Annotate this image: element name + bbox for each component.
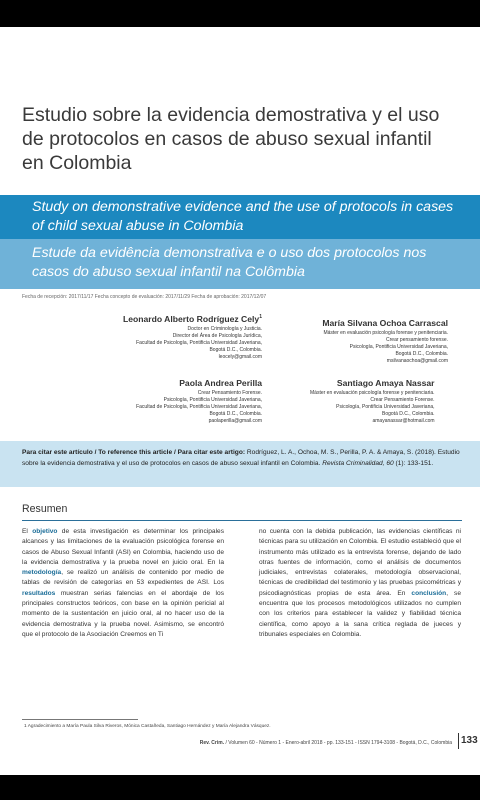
abstract-column-right: no cuenta con la debida publicación, las evidencias científicas ni técnicas para su utilización en Colombia. El estudio estableció que el instrumento más utilizado es la entrevista forense, dejando de lado otras fuentes de información, como el análisis de documentos judiciales, entrevistas colaterales, metodología observacional, técnicas de credibilidad del testimonio y las pruebas psicométricas y psicodiagnósticas propias de esta área. En conclusión, se encuentra que los procesos metodológicos utilizados no cumplen con los criterios para establecer la validez y fiabilidad técnica científica, como apoyo a la sana crítica reglada de jueces y tribunales especiales en Colombia. [259, 528, 461, 638]
author-name: Paola Andrea Perilla [179, 378, 262, 388]
author-email: paolaperilla@gmail.com [208, 418, 262, 424]
author-affiliation: Psicología, Pontificia Universidad Javeriana, [336, 404, 435, 410]
citation-journal: Revista Criminalidad, 60 [322, 460, 394, 467]
footnote-divider [22, 719, 138, 720]
author-name: María Silvana Ochoa Carrascal [322, 318, 448, 328]
author-email: amayanassar@hotmail.com [372, 418, 435, 424]
author-name: Santiago Amaya Nassar [336, 378, 435, 388]
keyword-metodologia: metodología [22, 569, 62, 577]
submission-dates: Fecha de recepción: 2017/11/17 Fecha concepto de evaluación: 2017/11/29 Fecha de aprobación: 2017/12/07 [22, 294, 267, 300]
author-block [310, 317, 448, 365]
english-title: Study on demonstrative evidence and the use of protocols in cases of child sexual abuse in Colombia [32, 199, 454, 234]
keyword-objetivo: objetivo [32, 528, 58, 535]
page-number: 133 [458, 733, 478, 749]
author-block [310, 377, 435, 425]
author-affiliation: Bogotá D.C., Colombia. [395, 351, 448, 357]
article-page [0, 27, 480, 775]
author-affiliation: Director del Área de Psicología Jurídica, [172, 332, 262, 339]
author-affiliation: Máster en evaluación psicología forense y penitenciaria. [323, 330, 448, 336]
footnote: 1 Agradecimiento a María Paula Silva Riveros, Mónica Castañeda, Santiago Hernández y María Alejandra Vásquez. [24, 724, 271, 729]
portuguese-title: Estude da evidência demonstrativa e o uso dos protocolos nos casos do abuso sexual infantil na Colômbia [32, 245, 427, 280]
heading-divider [22, 520, 462, 521]
author-block [123, 311, 262, 361]
author-affiliation: Psicología, Pontificia Universidad Javeriana, [163, 397, 262, 403]
author-affiliation: Doctor en Criminología y Justicia. [187, 325, 262, 332]
article-title: Estudio sobre la evidencia demostrativa y el uso de protocolos en casos de abuso sexual infantil en Colombia [22, 104, 440, 174]
author-affiliation: Psicología, Pontificia Universidad Javeriana, [349, 344, 448, 350]
page-footer: Rev. Crim. / Volumen 60 - Número 1 - Enero-abril 2018 - pp. 133-151 - ISSN 1794-3108 - Bogotá, D.C., Colombia [199, 740, 452, 746]
footnote-marker: 1 [259, 314, 262, 320]
author-affiliation: Facultad de Psicología, Pontificia Universidad Javeriana, [136, 339, 262, 346]
author-email: leocely@gmail.com [218, 353, 262, 360]
author-block [136, 377, 262, 425]
author-affiliation: Bogotá D.C., Colombia. [382, 411, 435, 417]
footer-journal: Rev. Crim. [199, 740, 225, 746]
keyword-resultados: resultados [22, 589, 56, 597]
author-email: msilvanaochoa@gmail.com [386, 358, 448, 364]
author-affiliation: Crear Pensamiento Forense. [370, 397, 435, 403]
keyword-conclusion: conclusión [411, 589, 447, 597]
citation-text: Para citar este artículo / To reference this article / Para citar este artigo: Rodríguez, L. A., Ochoa, M. S., Perilla, P. A. & Amaya, S. (2018). Estudio sobre la evidencia demostrativa y el uso de protocolos en casos de abuso sexual infantil en Colombia. Revista Criminalidad, 60 (1): 133-151. [22, 449, 460, 467]
author-affiliation: Facultad de Psicología, Pontificia Universidad Javeriana, [136, 404, 262, 410]
citation-box [0, 441, 480, 487]
citation-label: Para citar este artículo / To reference this article / Para citar este artigo: [22, 449, 246, 456]
author-affiliation: Bogotá D.C., Colombia. [209, 411, 262, 417]
english-title-band [0, 195, 480, 239]
abstract-heading: Resumen [22, 503, 68, 515]
author-name: Leonardo Alberto Rodríguez Cely$^1$ [122, 313, 262, 324]
author-affiliation: Bogotá D.C., Colombia. [209, 346, 262, 353]
portuguese-title-band [0, 239, 480, 289]
abstract-column-left: El objetivo de esta investigación es determinar los principales alcances y las limitaciones de la evaluación psicológica forense en casos de Abuso Sexual Infantil (ASI) en Colombia, haciendo uso de la evidencia demostrativa y la prueba novel en juicio oral. En la metodología, se realizó un análisis de contenido por medio de tablas de revisión de categorías en 53 expedientes de ASI. Los resultados muestran serias falencias en el abordaje de los principales constructos teóricos, con base en la opinión pericial al momento de la sustentación en juicio oral, al no hacer uso de la evidencia demostrativa y la prueba novel. Asimismo, se encontró que el protocolo de la Asociación Creemos en Ti [22, 528, 225, 638]
author-affiliation: Máster en evaluación psicología forense y penitenciaria. [310, 390, 435, 396]
author-affiliation: Crear Pensamiento Forense. [197, 390, 262, 396]
author-affiliation: Crear pensamiento forense. [386, 337, 448, 343]
